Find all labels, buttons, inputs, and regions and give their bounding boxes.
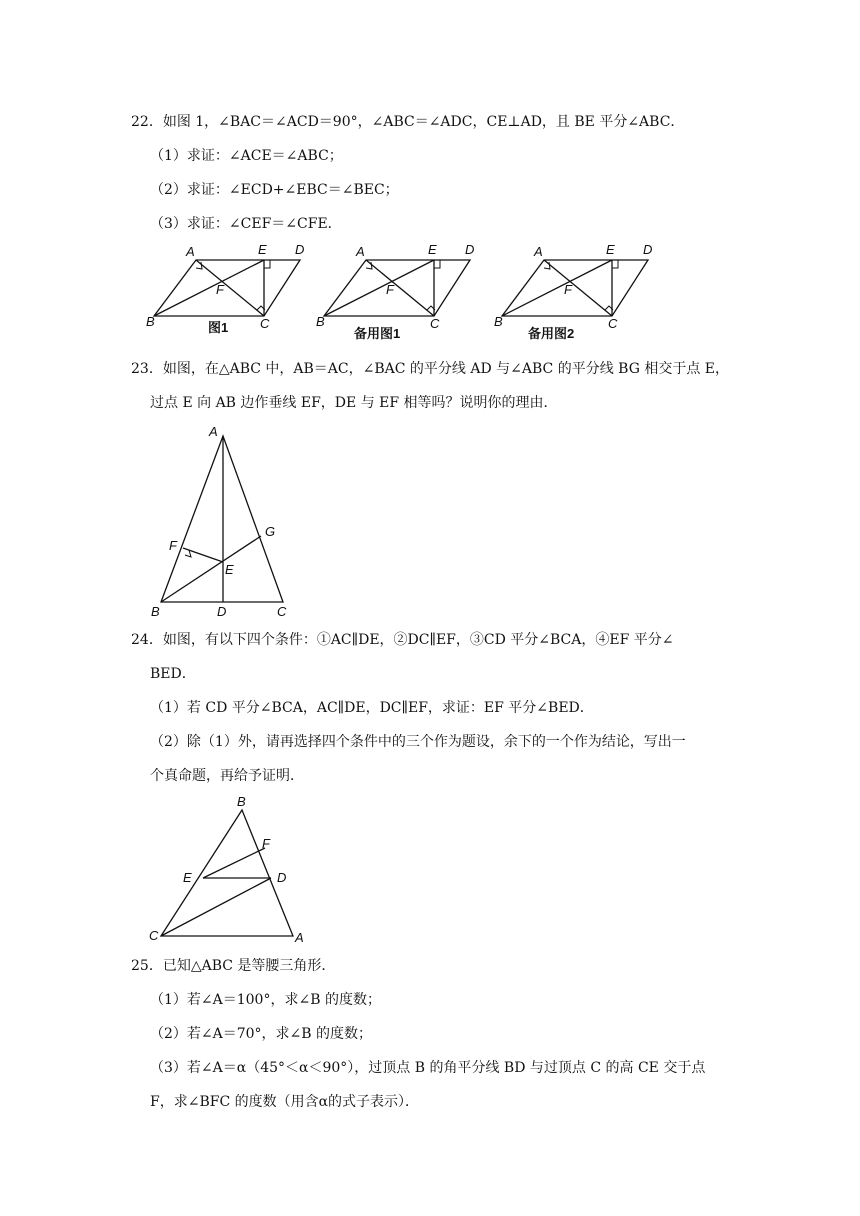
q22-stem: 22．如图 1，∠BAC＝∠ACD＝90°，∠ABC＝∠ADC，CE⊥AD，且 BE 平分∠ABC． — [131, 114, 685, 130]
q24-stem-line1: 24．如图，有以下四个条件：①AC∥DE，②DC∥EF，③CD 平分∠BCA，④EF 平分∠ — [131, 632, 674, 648]
point-c-label: C — [608, 316, 618, 331]
figure-caption: 备用图1 — [354, 326, 401, 341]
point-a-label: A — [209, 424, 218, 439]
q23-stem-line2: 过点 E 向 AB 边作垂线 EF，DE 与 EF 相等吗？说明你的理由． — [150, 395, 558, 411]
q24-part1: （1）若 CD 平分∠BCA，AC∥DE，DC∥EF，求证：EF 平分∠BED． — [150, 700, 594, 716]
point-f-label: F — [169, 538, 177, 553]
q22-part1: （1）求证：∠ACE＝∠ABC； — [150, 148, 343, 164]
q25-part1: （1）若∠A＝100°，求∠B 的度数； — [150, 992, 381, 1008]
q24-stem-line2: BED． — [150, 666, 196, 682]
q22-part2: （2）求证：∠ECD+∠EBC＝∠BEC； — [150, 182, 399, 198]
point-f-label: F — [262, 836, 270, 851]
q25-part3-line1: （3）若∠A＝α（45°＜α＜90°），过顶点 B 的角平分线 BD 与过顶点 C 的高 CE 交于点 — [150, 1060, 706, 1076]
figure-caption: 图1 — [208, 320, 229, 335]
point-b-label: B — [146, 314, 155, 329]
q25-part2: （2）若∠A＝70°，求∠B 的度数； — [150, 1026, 373, 1042]
point-f-label: F — [216, 282, 224, 297]
q22-spare-figure-2 — [488, 240, 658, 340]
point-d-label: D — [295, 242, 305, 257]
point-c-label: C — [260, 316, 270, 331]
q24-figure — [145, 790, 315, 950]
point-a-label: A — [534, 244, 543, 259]
point-a-label: A — [186, 244, 195, 259]
point-d-label: D — [643, 242, 653, 257]
point-e-label: E — [225, 562, 234, 577]
point-f-label: F — [386, 282, 394, 297]
point-e-label: E — [258, 242, 267, 257]
point-e-label: E — [606, 242, 615, 257]
figure-caption: 备用图2 — [528, 326, 575, 341]
point-e-label: E — [428, 242, 437, 257]
q23-figure — [145, 422, 305, 622]
q22-part3: （3）求证：∠CEF＝∠CFE． — [150, 216, 342, 232]
q22-spare-figure-1 — [310, 240, 480, 340]
q23-stem-line1: 23．如图，在△ABC 中，AB＝AC，∠BAC 的平分线 AD 与∠ABC 的平分线 BG 相交于点 E， — [131, 361, 729, 377]
point-f-label: F — [564, 282, 572, 297]
point-b-label: B — [494, 314, 503, 329]
point-b-label: B — [151, 604, 160, 619]
q22-figure-1 — [140, 240, 310, 340]
point-b-label: B — [237, 794, 246, 809]
q24-part2-line1: （2）除（1）外，请再选择四个条件中的三个作为题设，余下的一个作为结论，写出一 — [150, 734, 686, 750]
point-d-label: D — [277, 870, 287, 885]
point-d-label: D — [465, 242, 475, 257]
point-e-label: E — [183, 870, 192, 885]
q25-stem: 25．已知△ABC 是等腰三角形． — [131, 958, 336, 974]
point-a-label: A — [295, 930, 304, 945]
point-c-label: C — [277, 604, 287, 619]
point-c-label: C — [149, 928, 159, 943]
point-b-label: B — [316, 314, 325, 329]
point-g-label: G — [265, 524, 276, 539]
q25-part3-line2: F，求∠BFC 的度数（用含α的式子表示）． — [150, 1094, 420, 1110]
point-a-label: A — [356, 244, 365, 259]
q24-part2-line2: 个真命题，再给予证明． — [150, 768, 304, 784]
point-c-label: C — [430, 316, 440, 331]
point-d-label: D — [217, 604, 227, 619]
